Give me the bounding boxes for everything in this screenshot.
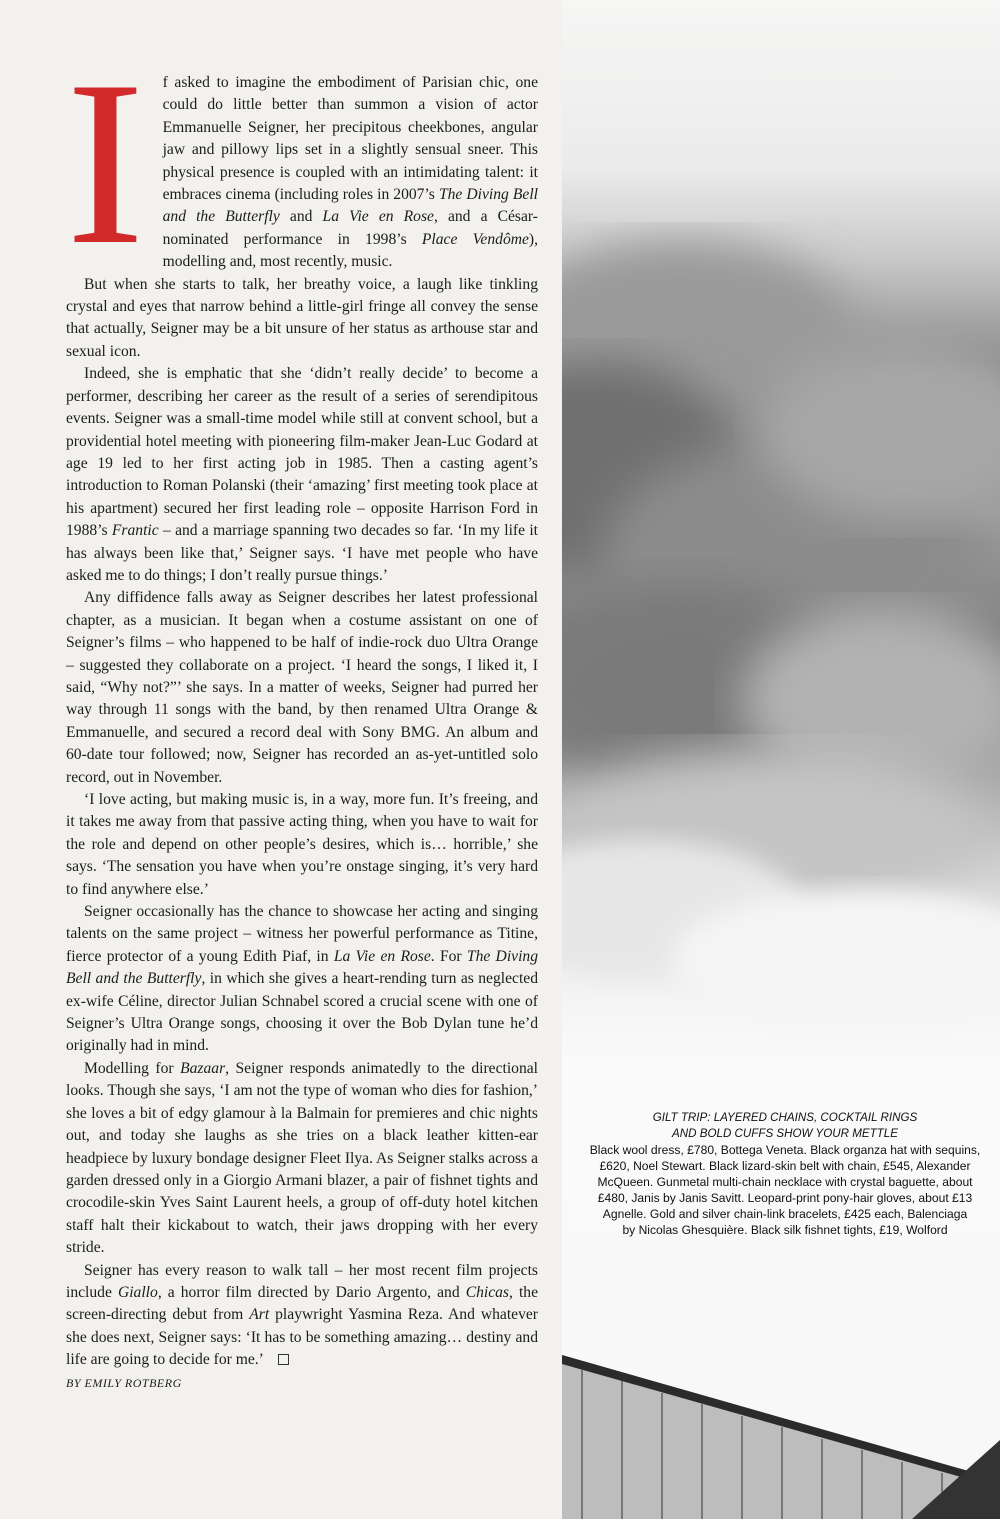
article-paragraph: Seigner has every reason to walk tall – her most recent film projects include Giallo, a horror film directed by Dario Argento, and Chicas, the screen-directing debut from Art playwright Yasmina Reza. And whatever she does next, Seigner says: ‘It has to be something amazing… destiny and life are going to decide for me.’ bbox=[66, 1261, 539, 1369]
cloud-photo-image bbox=[562, 0, 1000, 1519]
caption-credit-line: Black wool dress, £780, Bottega Veneta. Black organza hat with sequins, bbox=[589, 1143, 981, 1157]
caption-title bbox=[570, 1110, 1000, 1142]
article-paragraph: Seigner occasionally has the chance to showcase her acting and singing talents on the same project – witness her powerful performance as Titine, fierce protector of a young Edith Piaf, in La Vie en Rose. For The Diving Bell and the Butterfly, in which she gives a heart-rending turn as neglected ex-wife Céline, director Julian Schnabel scored a crucial scene with one of Seigner’s Ultra Orange songs, choosing it over the Bob Dylan tune he’d originally had in mind. bbox=[66, 903, 538, 1055]
article-column bbox=[66, 33, 539, 1394]
drop-cap: I bbox=[66, 33, 145, 294]
article-paragraph: f asked to imagine the embodiment of Parisian chic, one could do little better than summon a vision of actor Emmanuelle Seigner, her precipitous cheekbones, angular jaw and pillowy lips set in a slightly sensual sneer. This physical presence is coupled with an intimidating talent: it embraces cinema (including roles in 2007’s The Diving Bell and the Butterfly and La Vie en Rose, and a César-nominated performance in 1998’s Place Vendôme), modelling and, most recently, music. bbox=[162, 74, 539, 271]
italic-title: Bazaar bbox=[180, 1059, 226, 1077]
article-paragraph: ‘I love acting, but making music is, in a way, more fun. It’s freeing, and it takes me away from that passive acting thing, when you have to wait for the role and depend on other people’s desires, which is… horrible,’ she says. ‘The sensation you have when you’re onstage singing, it’s very hard to find anywhere else.’ bbox=[66, 791, 538, 898]
caption-credit-line: £480, Janis by Janis Savitt. Leopard-print pony-hair gloves, about £13 bbox=[597, 1191, 973, 1205]
article-paragraph: Indeed, she is emphatic that she ‘didn’t really decide’ to become a performer, describing her career as the result of a series of serendipitous events. Seigner was a small-time model while still at convent school, but a providential hotel meeting with pioneering film-maker Jean-Luc Godard at age 19 led to her first acting job in 1985. Then a casting agent’s introduction to Roman Polanski (their ‘amazing’ first meeting took place at his apartment) secured her first leading role – opposite Harrison Ford in 1988’s Frantic – and a marriage spanning two decades so far. ‘In my life it has always been like that,’ Seigner says. ‘I have met people who have asked me to do things; I don’t really pursue things.’ bbox=[66, 365, 538, 584]
article-paragraph: But when she starts to talk, her breathy voice, a laugh like tinkling crystal and eyes that narrow behind a little-girl fringe all convey the sense that actually, Seigner may be a bit unsure of her status as arthouse star and sexual icon. bbox=[66, 275, 538, 360]
byline: BY EMILY ROTBERG bbox=[66, 1375, 182, 1390]
italic-title: The Diving Bell and the Butterfly bbox=[66, 947, 538, 988]
caption-credit-line: £620, Noel Stewart. Black lizard-skin belt with chain, £545, Alexander bbox=[599, 1159, 971, 1173]
italic-title: The Diving Bell and the Butterfly bbox=[162, 186, 538, 226]
end-mark-icon bbox=[278, 1354, 289, 1365]
italic-title: La Vie en Rose bbox=[333, 947, 431, 965]
caption-title-line: AND BOLD CUFFS SHOW YOUR METTLE bbox=[672, 1127, 898, 1140]
italic-title: Art bbox=[249, 1306, 270, 1324]
italic-title: Chicas bbox=[465, 1283, 510, 1301]
italic-title: Frantic bbox=[111, 522, 159, 540]
article-paragraph: Any diffidence falls away as Seigner describes her latest professional chapter, as a musician. It began when a costume assistant on one of Seigner’s films – who happened to be half of indie-rock duo Ultra Orange – suggested they collaborate on a project. ‘I heard the songs, I liked it, I said, “Why not?”’ she says. In a matter of weeks, Seigner had purred her way through 11 songs with the band, by then renamed Ultra Orange & Emmanuelle, and secured a record deal with Sony BMG. An album and 60-date tour followed; now, Seigner has recorded an as-yet-untitled solo record, out in November. bbox=[66, 589, 538, 786]
caption-title-line: GILT TRIP: LAYERED CHAINS, COCKTAIL RINGS bbox=[652, 1111, 918, 1124]
italic-title: Giallo bbox=[117, 1283, 158, 1301]
photo-caption bbox=[570, 1110, 1000, 1238]
caption-credit-line: by Nicolas Ghesquière. Black silk fishnet tights, £19, Wolford bbox=[622, 1223, 948, 1237]
article-paragraph: Modelling for Bazaar, Seigner responds animatedly to the directional looks. Though she says, ‘I am not the type of woman who dies for fashion,’ she loves a bit of edgy glamour à la Balmain for premieres and chic nights out, and today she laughs as she tries on a black leather kitten-ear headpiece by luxury bondage designer Fleet Ilya. As Seigner stalks across a garden dressed only in a Giorgio Armani blazer, a pair of fishnet tights and crocodile-skin Yves Saint Laurent heels, a group of off-duty hotel kitchen staff halt their kickabout to watch, their jaws dropping with her every stride. bbox=[66, 1059, 539, 1257]
building-roof bbox=[562, 1355, 1000, 1519]
caption-credit-line: Agnelle. Gold and silver chain-link bracelets, £425 each, Balenciaga bbox=[602, 1207, 968, 1221]
italic-title: Place Vendôme bbox=[421, 230, 529, 248]
photo-sky bbox=[562, 0, 1000, 1519]
caption-credit-line: McQueen. Gunmetal multi-chain necklace with crystal baguette, about bbox=[597, 1175, 973, 1189]
caption-credits bbox=[570, 1142, 1000, 1238]
italic-title: La Vie en Rose bbox=[322, 208, 434, 226]
